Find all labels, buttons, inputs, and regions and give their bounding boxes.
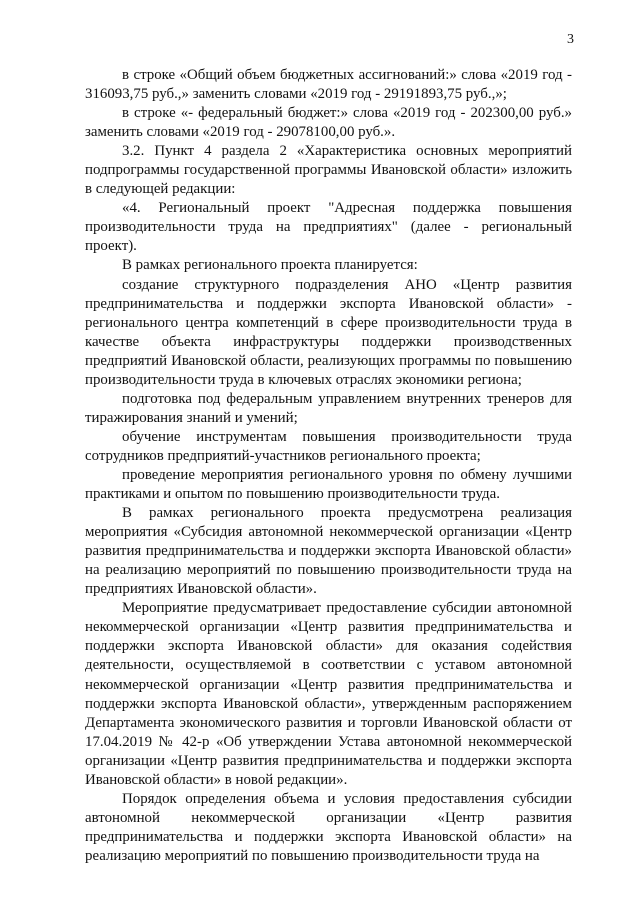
- paragraph-budget-total: в строке «Общий объем бюджетных ассигнований:» слова «2019 год - 316093,75 руб.,» заменить словами «2019 год - 29191893,75 руб.,»;: [85, 67, 572, 103]
- paragraph-planned-intro: В рамках регионального проекта планируется:: [122, 257, 418, 274]
- paragraph-federal-budget: в строке «- федеральный бюджет:» слова «2019 год - 202300,00 руб.» заменить словами «2019 год - 29078100,00 руб.».: [85, 105, 572, 141]
- paragraph-train-trainers: подготовка под федеральным управлением внутренних тренеров для тиражирования знаний и умений;: [85, 390, 572, 426]
- paragraph-subsidy-details: Мероприятие предусматривает предоставление субсидии автономной некоммерческой организации «Центр развития предпринимательства и поддержки экспорта Ивановской области» для оказания содействия деятельности, осуществляемой в соответствии с уставом автономной некоммерческой организации «Центр развития предпринимательства и поддержки экспорта Ивановской области», утвержденным распоряжением Департамента экономического развития и торговли Ивановской области от 17.04.2019 № 42-р «Об утверждении Устава автономной некоммерческой организации «Центр развития предпринимательства и поддержки экспорта Ивановской области» в новой редакции».: [85, 600, 572, 788]
- paragraph-subsidy-measure: В рамках регионального проекта предусмотрена реализация мероприятия «Субсидия автономной некоммерческой организации «Центр развития предпринимательства и поддержки экспорта Ивановской области» на реализацию мероприятий по повышению производительности труда на предприятиях Ивановской области».: [85, 505, 572, 598]
- paragraph-create-center: создание структурного подразделения АНО «Центр развития предпринимательства и поддержки экспорта Ивановской области» - регионального центра компетенций в сфере производительности труда в качестве объекта инфраструктуры поддержки производственных предприятий Ивановской области, реализующих программы по повышению производительности труда в ключевых отраслях экономики региона;: [85, 276, 572, 388]
- paragraph-procedure: Порядок определения объема и условия предоставления субсидии автономной некоммерческой организации «Центр развития предпринимательства и поддержки экспорта Ивановской области» на реализацию мероприятий по повышению производительности труда на: [85, 790, 572, 864]
- page-number: 3: [567, 32, 574, 47]
- paragraph-staff-training: обучение инструментам повышения производительности труда сотрудников предприятий-участников регионального проекта;: [85, 428, 572, 464]
- paragraph-best-practices: проведение мероприятия регионального уровня по обмену лучшими практиками и опытом по повышению производительности труда.: [85, 466, 572, 503]
- document-body: [85, 66, 572, 866]
- paragraph-section-3-2: 3.2. Пункт 4 раздела 2 «Характеристика основных мероприятий подпрограммы государственной программы Ивановской области» изложить в следующей редакции:: [85, 143, 572, 198]
- paragraph-regional-project: «4. Региональный проект "Адресная поддержка повышения производительности труда на предприятиях" (далее - региональный проект).: [85, 200, 572, 255]
